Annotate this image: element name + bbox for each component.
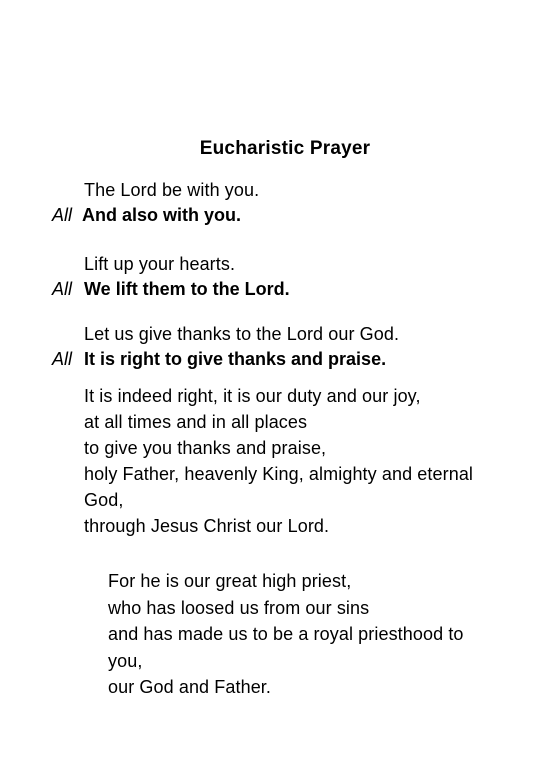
preface-line: through Jesus Christ our Lord.: [84, 516, 330, 536]
preface-line: holy Father, heavenly King, almighty and eternal: [84, 464, 474, 484]
leader-line-2: Lift up your hearts.: [84, 254, 236, 274]
proper-preface-line: you,: [108, 650, 143, 671]
preface-line: God,: [84, 490, 124, 510]
proper-preface-line: who has loosed us from our sins: [108, 597, 370, 618]
people-response-1: And also with you.: [82, 205, 242, 225]
preface-line: at all times and in all places: [84, 412, 308, 432]
preface-line: It is indeed right, it is our duty and our joy,: [84, 386, 421, 406]
proper-preface-line: For he is our great high priest,: [108, 571, 352, 591]
leader-line-3: Let us give thanks to the Lord our God.: [84, 324, 400, 344]
preface-line: to give you thanks and praise,: [84, 438, 327, 458]
proper-preface-block: [108, 568, 508, 701]
preface-block: [84, 383, 524, 539]
proper-preface-line: our God and Father.: [108, 677, 272, 697]
people-response-2: We lift them to the Lord.: [84, 279, 290, 299]
all-label: All: [52, 205, 73, 225]
response-line-2: [52, 279, 290, 300]
all-label: All: [52, 349, 73, 369]
all-label: All: [52, 279, 73, 299]
people-response-3: It is right to give thanks and praise.: [84, 349, 387, 369]
response-line-3: [52, 349, 386, 370]
page-title: Eucharistic Prayer: [199, 138, 371, 159]
response-line-1: [52, 205, 241, 226]
leader-line-1: The Lord be with you.: [84, 180, 260, 200]
proper-preface-line: and has made us to be a royal priesthood to: [108, 624, 464, 644]
